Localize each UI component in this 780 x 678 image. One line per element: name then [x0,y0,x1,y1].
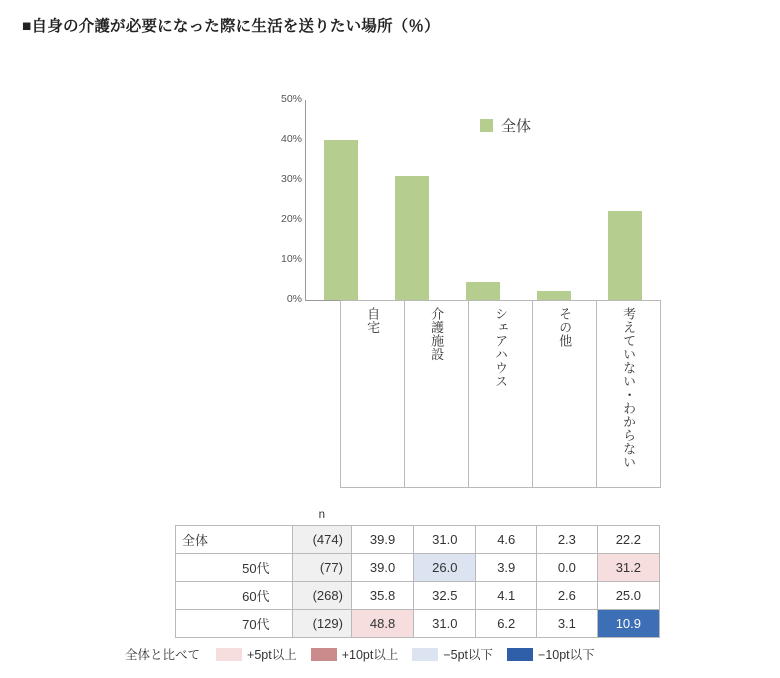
bar-cell [306,100,377,300]
row-value-cell: 35.8 [351,582,413,610]
footer-legend-items [216,645,609,663]
table-row [176,554,660,582]
footer-legend-swatch-icon [216,648,242,661]
row-value-cell: 39.0 [351,554,413,582]
footer-legend-label: −10pt以下 [538,648,595,662]
row-value-cell: 2.3 [537,526,598,554]
y-tick-label: 50% [280,93,302,105]
row-value-cell: 25.0 [597,582,659,610]
category-cell [533,301,597,487]
chart-legend [480,115,531,136]
header-blank [351,505,413,526]
row-value-cell: 48.8 [351,610,413,638]
y-tick-label: 30% [280,173,302,185]
bar [537,291,571,300]
category-cell [405,301,469,487]
category-label: 考えていない・わからない [621,307,637,469]
table-row [176,582,660,610]
page-title: ■自身の介護が必要になった際に生活を送りたい場所（％） [22,18,440,35]
category-label: 自宅 [365,307,381,334]
header-blank [476,505,537,526]
footer-legend-swatch-icon [412,648,438,661]
row-label-sub: 60代 [236,582,292,610]
bar [608,211,642,300]
bar [466,282,500,300]
footer-legend-label: +5pt以上 [247,648,297,662]
row-value-cell: 22.2 [597,526,659,554]
row-n-value: (129) [292,610,351,638]
bar [395,176,429,300]
legend-label: 全体 [501,118,532,135]
category-cell [469,301,533,487]
row-value-cell: 2.6 [537,582,598,610]
category-label: 介護施設 [429,307,445,361]
header-blank [537,505,598,526]
row-label-sub: 70代 [236,610,292,638]
footer-legend-swatch-icon [507,648,533,661]
row-value-cell: 3.9 [476,554,537,582]
row-value-cell: 4.6 [476,526,537,554]
header-blank [597,505,659,526]
footer-legend [125,645,609,663]
y-tick-label: 10% [280,253,302,265]
row-value-cell: 31.0 [414,610,476,638]
row-value-cell: 31.0 [414,526,476,554]
row-value-cell: 6.2 [476,610,537,638]
footer-legend-item [311,645,399,663]
row-label-main [176,582,237,610]
footer-legend-text: 全体と比べて [125,648,201,662]
row-value-cell: 3.1 [537,610,598,638]
bar-chart [280,93,660,305]
footer-legend-label: +10pt以上 [341,648,399,662]
y-tick-label: 40% [280,133,302,145]
data-table [175,505,660,638]
y-axis-tick-labels [272,93,302,305]
header-blank [236,505,292,526]
table-header-row [176,505,660,526]
table-body [176,505,660,638]
category-label: シェアハウス [493,307,509,388]
bar-cell [377,100,448,300]
row-label-main [176,610,237,638]
n-column-header: n [318,509,326,521]
footer-legend-item [507,645,595,663]
row-n-value: (268) [292,582,351,610]
category-cell [597,301,661,487]
y-tick-label: 0% [286,293,302,305]
row-label-main: 全体 [176,526,237,554]
y-tick-label: 20% [280,213,302,225]
footer-legend-item [216,645,297,663]
row-value-cell: 4.1 [476,582,537,610]
row-n-value: (474) [292,526,351,554]
row-label-main [176,554,237,582]
category-label: その他 [557,307,573,348]
row-value-cell: 10.9 [597,610,659,638]
row-label-sub: 50代 [236,554,292,582]
header-blank [414,505,476,526]
row-value-cell: 39.9 [351,526,413,554]
table-row [176,610,660,638]
category-cell [341,301,405,487]
category-header-grid [340,300,661,488]
row-value-cell: 0.0 [537,554,598,582]
row-value-cell: 26.0 [414,554,476,582]
row-value-cell: 31.2 [597,554,659,582]
legend-swatch-icon [480,119,493,132]
bar [324,140,358,300]
row-label-sub [236,526,292,554]
row-n-value: (77) [292,554,351,582]
row-value-cell: 32.5 [414,582,476,610]
header-blank [176,505,237,526]
bar-cell [589,100,660,300]
footer-legend-label: −5pt以下 [443,648,494,662]
footer-legend-item [412,645,493,663]
footer-legend-swatch-icon [311,648,337,661]
table-row [176,526,660,554]
